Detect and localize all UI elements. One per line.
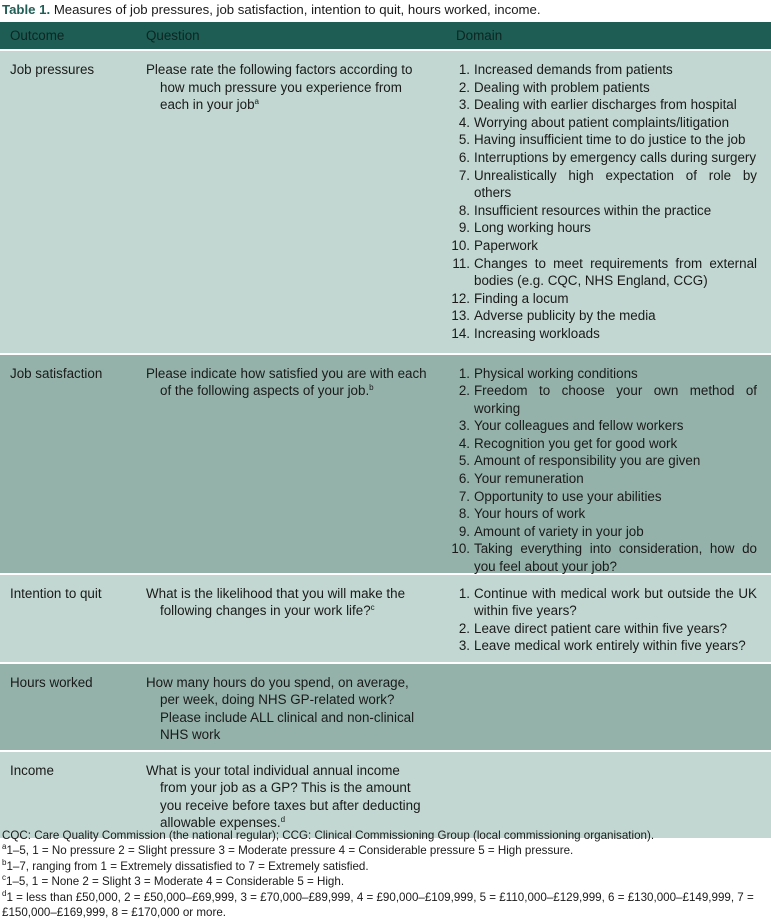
domain-item-number: 8. — [458, 506, 470, 522]
footnote-b-text: 1–7, ranging from 1 = Extremely dissatisfied to 7 = Extremely satisfied. — [6, 859, 369, 873]
domain-item-number: 3. — [458, 418, 470, 434]
header-domain: Domain — [446, 22, 771, 50]
table-header-row — [0, 22, 771, 50]
footnote-c-text: 1–5, 1 = None 2 = Slight 3 = Moderate 4 = Considerable 5 = High. — [6, 875, 345, 889]
domain-item — [446, 637, 759, 655]
domain-item — [446, 365, 759, 383]
domain-item-text: Dealing with problem patients — [474, 79, 650, 95]
outcome-cell: Hours worked — [10, 674, 93, 690]
domain-item — [446, 417, 759, 435]
domain-item-number: 10. — [451, 541, 470, 557]
domain-item-text: Paperwork — [474, 237, 539, 253]
domain-item — [446, 79, 759, 97]
domain-item — [446, 96, 759, 114]
domain-item — [446, 452, 759, 470]
footnote-marker: b — [369, 383, 374, 393]
table-row — [0, 574, 771, 663]
domain-item-number: 14. — [451, 325, 470, 341]
footnote-b-marker: b — [2, 857, 7, 867]
header-question: Question — [136, 22, 446, 50]
domain-item-number: 5. — [458, 453, 470, 469]
domain-item-text: Long working hours — [474, 220, 591, 236]
question-cell — [136, 51, 446, 353]
domain-item — [446, 325, 759, 343]
domain-item — [446, 149, 759, 167]
domain-item — [446, 202, 759, 220]
question-text: Please rate the following factors according to how much pressure you experience from each in your job — [146, 62, 413, 113]
domain-item — [446, 382, 759, 417]
domain-item — [446, 470, 759, 488]
question-text: How many hours do you spend, on average, per week, doing NHS GP-related work? Please include ALL clinical and non-clinical NHS work — [146, 674, 415, 743]
footnote-abbreviations: CQC: Care Quality Commission (the national regular); CCG: Clinical Commissioning Group (local commissioning organisation). — [2, 829, 655, 842]
measures-table — [0, 22, 771, 838]
domain-list — [446, 61, 759, 343]
domain-item — [446, 620, 759, 638]
domain-item — [446, 255, 759, 290]
footnote-c-marker: c — [2, 873, 6, 883]
domain-item-number: 5. — [458, 132, 470, 148]
domain-item-text: Opportunity to use your abilities — [474, 488, 662, 504]
domain-item-text: Recognition you get for good work — [474, 435, 678, 451]
domain-item-text: Increasing workloads — [474, 325, 600, 341]
header-outcome: Outcome — [0, 22, 136, 50]
domain-item-text: Your hours of work — [474, 506, 586, 522]
domain-list — [446, 365, 759, 576]
domain-item — [446, 505, 759, 523]
domain-item — [446, 219, 759, 237]
domain-item-number: 10. — [451, 237, 470, 253]
domain-item — [446, 290, 759, 308]
domain-item — [446, 307, 759, 325]
domain-cell — [446, 664, 759, 750]
domain-item-number: 12. — [451, 290, 470, 306]
domain-item-number: 11. — [452, 255, 470, 271]
domain-item-text: Worrying about patient complaints/litigation — [474, 114, 730, 130]
table-caption — [2, 0, 770, 20]
domain-item-number: 9. — [458, 523, 470, 539]
footnote-d-marker: d — [2, 888, 7, 898]
domain-item-text: Taking everything into consideration, how do you feel about your job? — [474, 541, 757, 575]
footnote-marker: d — [280, 815, 286, 825]
footnote-d — [2, 890, 768, 920]
domain-item-number: 1. — [458, 585, 470, 601]
domain-item-text: Amount of variety in your job — [474, 523, 644, 539]
domain-item-text: Physical working conditions — [474, 365, 638, 381]
domain-item-number: 2. — [458, 79, 470, 95]
table-row — [0, 751, 771, 838]
domain-item-text: Leave direct patient care within five years? — [474, 620, 728, 636]
question-text: Please indicate how satisfied you are with each of the following aspects of your job. — [146, 365, 427, 399]
table-row — [0, 50, 771, 354]
question-cell — [136, 355, 446, 573]
domain-item-number: 1. — [458, 62, 470, 77]
domain-item-text: Freedom to choose your own method of working — [474, 383, 757, 416]
domain-item-text: Unrealistically high expectation of role by others — [474, 167, 757, 201]
footnote-a-marker: a — [2, 842, 7, 852]
question-cell — [136, 575, 446, 662]
footnote-a — [2, 843, 768, 858]
domain-item-number: 4. — [458, 435, 470, 451]
footnote-marker: c — [370, 603, 375, 613]
domain-item-number: 9. — [458, 220, 470, 236]
domain-cell — [446, 51, 759, 353]
domain-item-text: Amount of responsibility you are given — [474, 453, 701, 469]
question-text: What is your total individual annual income from your job as a GP? This is the amount you receive before taxes but after deducting allowable expenses. — [146, 762, 421, 831]
domain-item-text: Interruptions by emergency calls during surgery — [474, 149, 757, 165]
domain-item — [446, 488, 759, 506]
domain-item — [446, 585, 759, 620]
table-caption-text: Measures of job pressures, job satisfaction, intention to quit, hours worked, income. — [53, 2, 541, 17]
outcome-cell: Job pressures — [10, 62, 95, 77]
domain-item-number: 7. — [458, 488, 470, 504]
domain-item — [446, 114, 759, 132]
footnote-a-text: 1–5, 1 = No pressure 2 = Slight pressure 3 = Moderate pressure 4 = Considerable pressure 5 = High pressure. — [6, 844, 574, 858]
domain-item-number: 2. — [458, 383, 470, 399]
domain-item-number: 2. — [458, 620, 470, 636]
table-row — [0, 354, 771, 574]
question-cell — [136, 664, 446, 750]
domain-item-number: 8. — [458, 202, 470, 218]
domain-item — [446, 167, 759, 202]
domain-cell — [446, 575, 759, 662]
table-row — [0, 663, 771, 751]
domain-item — [446, 61, 759, 79]
domain-item — [446, 540, 759, 575]
footnote-b — [2, 859, 768, 874]
domain-item-number: 4. — [458, 114, 470, 130]
domain-item-text: Increased demands from patients — [474, 62, 673, 77]
domain-item-text: Adverse publicity by the media — [474, 308, 656, 324]
domain-item — [446, 131, 759, 149]
domain-item — [446, 523, 759, 541]
outcome-cell: Job satisfaction — [10, 365, 103, 381]
domain-item-text: Your colleagues and fellow workers — [474, 418, 684, 434]
domain-item-number: 6. — [458, 471, 470, 487]
domain-cell — [446, 355, 759, 573]
table-footnotes — [2, 828, 768, 920]
outcome-cell: Income — [10, 762, 54, 778]
domain-item-number: 6. — [458, 149, 470, 165]
domain-item-text: Leave medical work entirely within five years? — [474, 638, 746, 654]
outcome-cell: Intention to quit — [10, 585, 102, 601]
domain-item-text: Continue with medical work but outside the UK within five years? — [474, 585, 757, 619]
domain-item-text: Insufficient resources within the practice — [474, 202, 712, 218]
domain-item — [446, 237, 759, 255]
domain-item-number: 13. — [451, 308, 470, 324]
domain-item-text: Changes to meet requirements from external bodies (e.g. CQC, NHS England, CCG) — [474, 255, 757, 289]
domain-item-text: Having insufficient time to do justice to the job — [474, 132, 746, 148]
domain-item-text: Your remuneration — [474, 471, 584, 487]
question-cell — [136, 752, 446, 838]
domain-list — [446, 585, 759, 655]
footnote-marker: a — [254, 97, 259, 107]
question-text: What is the likelihood that you will make the following changes in your work life? — [146, 585, 406, 619]
table-caption-label: Table 1. — [2, 2, 51, 17]
domain-item-number: 3. — [458, 97, 470, 113]
domain-item-text: Finding a locum — [474, 290, 569, 306]
domain-item-text: Dealing with earlier discharges from hospital — [474, 97, 737, 113]
domain-item — [446, 435, 759, 453]
footnote-c — [2, 874, 768, 889]
domain-item-number: 7. — [458, 167, 470, 183]
footnote-d-text: 1 = less than £50,000, 2 = £50,000–£69,999, 3 = £70,000–£89,999, 4 = £90,000–£109,999, 5 = £110,000–£129,999, 6 = £130,000–£149,999, 7 = £150,000–£169,999, 8 = £170,000 or more. — [2, 890, 754, 920]
domain-item-number: 3. — [458, 638, 470, 654]
domain-item-number: 1. — [458, 365, 470, 381]
domain-cell — [446, 752, 759, 838]
